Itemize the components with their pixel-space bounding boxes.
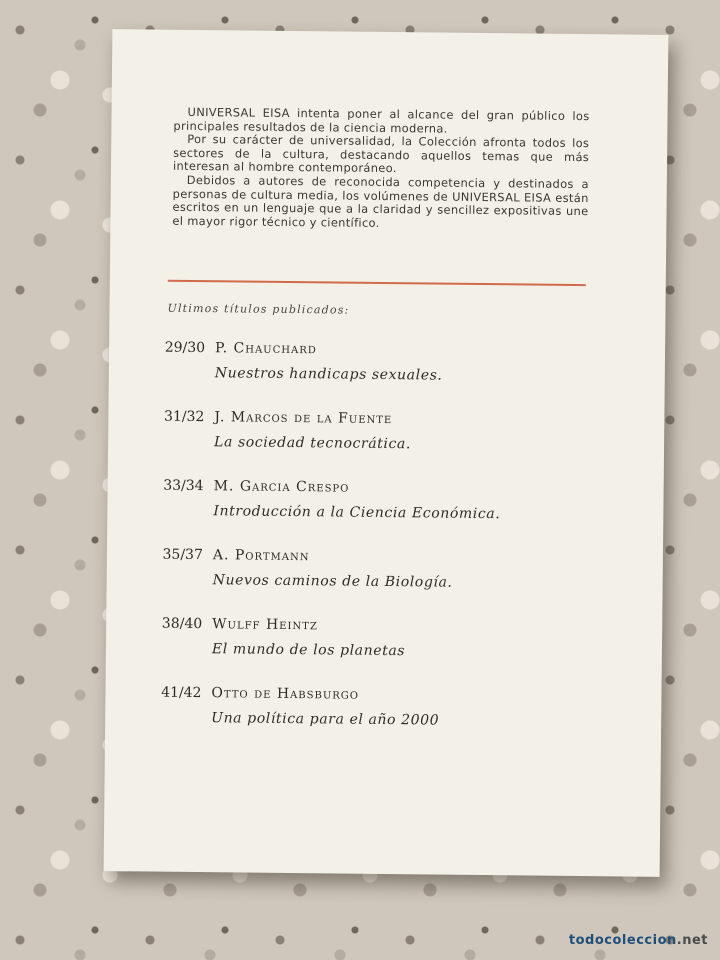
list-item [148, 405, 619, 479]
collection-blurb [172, 106, 589, 233]
list-item [147, 474, 618, 548]
author-name: P. Chauchard [215, 340, 317, 358]
book-title: Nuevos caminos de la Biología. [212, 572, 453, 591]
volume-number: 31/32 [163, 408, 205, 426]
volume-number: 35/37 [162, 546, 204, 564]
blurb-paragraph-2: Por su carácter de universalidad, la Colección afronta todos los sectores de la cultura, destacando aquellos temas que más interesan al hombre contemporáneo. [172, 132, 590, 176]
book-title: Nuestros handicaps sexuales. [214, 365, 443, 384]
list-item [146, 611, 617, 685]
titles-list [145, 336, 619, 755]
author-name: J. Marcos de la Fuente [214, 409, 393, 428]
blurb-paragraph-1: UNIVERSAL EISA intenta poner al alcance del gran público los principales resultados de la ciencia moderna. [173, 104, 590, 136]
list-item [145, 680, 616, 754]
author-name: M. Garcia Crespo [213, 478, 350, 496]
book-title: Introducción a la Ciencia Económica. [213, 503, 501, 523]
author-name: Wulff Heintz [212, 616, 318, 634]
site-watermark [569, 933, 708, 948]
watermark-main: todocoleccion [568, 933, 677, 948]
list-item [146, 543, 617, 617]
volume-number: 38/40 [161, 615, 203, 633]
book-back-cover [104, 29, 669, 877]
watermark-suffix: .net [676, 933, 708, 948]
book-title: El mundo de los planetas [211, 641, 406, 660]
red-divider [168, 280, 586, 286]
author-name: A. Portmann [212, 547, 310, 565]
book-title: Una política para el año 2000 [211, 710, 440, 729]
author-name: Otto de Habsburgo [211, 685, 360, 703]
volume-number: 33/34 [163, 477, 204, 495]
volume-number: 29/30 [164, 339, 206, 357]
book-title: La sociedad tecnocrática. [214, 434, 412, 453]
list-item [148, 336, 619, 410]
blurb-paragraph-3: Debidos a autores de reconocida competencia y destinados a personas de cultura media, los volúmenes de UNIVERSAL EISA están escritos en un lenguaje que a la claridad y sencillez expositivas une el mayor rigor técnico y científico. [172, 172, 589, 230]
latest-titles-heading: Ultimos títulos publicados: [167, 301, 350, 317]
volume-number: 41/42 [161, 684, 202, 702]
